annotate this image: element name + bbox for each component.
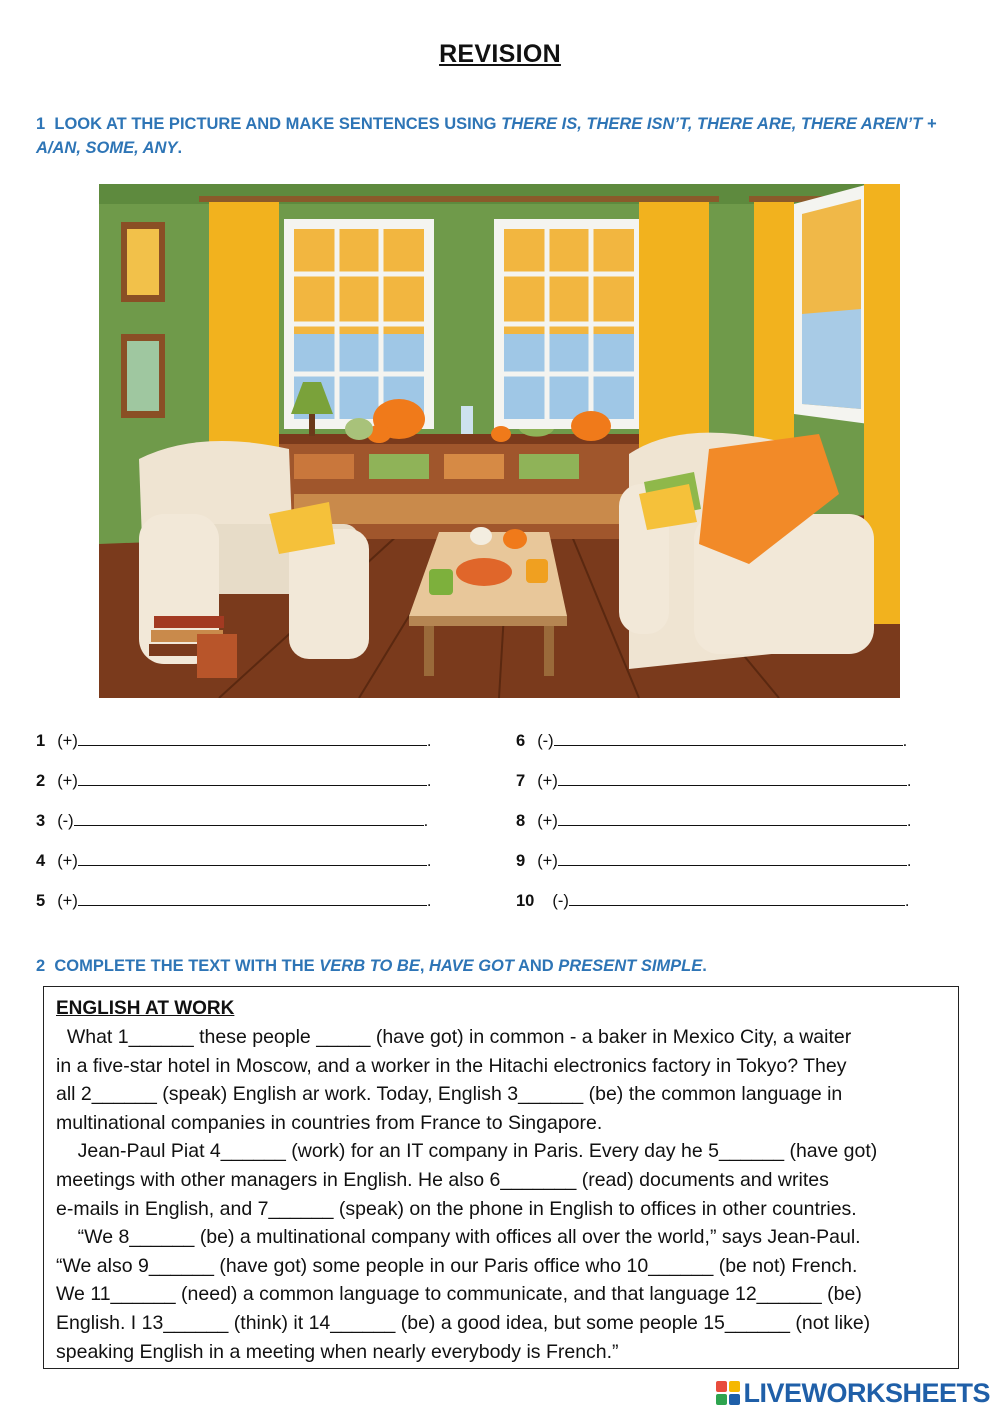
answer-blank[interactable] <box>78 889 427 906</box>
answer-blank[interactable] <box>554 729 903 746</box>
exercise-2-instruction <box>36 954 956 978</box>
item-sign: (+) <box>57 892 78 910</box>
text-line: meetings with other managers in English. He also 6_______ (read) documents and writes <box>56 1168 829 1191</box>
line-end: . <box>906 812 912 830</box>
exercise-1-number: 1 <box>36 115 46 133</box>
pumpkin <box>571 411 611 441</box>
item-sign: (+) <box>537 772 558 790</box>
exercise-1-instruction-end: . <box>177 139 183 157</box>
liveworksheets-logo <box>716 1376 990 1410</box>
reading-title: ENGLISH AT WORK <box>56 998 235 1019</box>
line-end: . <box>906 772 912 790</box>
item-number: 4 <box>36 852 46 870</box>
mug <box>526 559 548 583</box>
line-end: . <box>426 732 432 750</box>
line-end: . <box>904 892 910 910</box>
window-right <box>494 219 644 429</box>
sentence-line-10[interactable] <box>516 889 909 913</box>
item-number: 9 <box>516 852 526 870</box>
line-end: . <box>423 812 429 830</box>
item-sign: (-) <box>537 732 554 750</box>
item-sign: (+) <box>57 772 78 790</box>
instruction-text: . <box>702 957 707 975</box>
reading-text-box <box>43 986 959 1369</box>
item-sign: (+) <box>537 812 558 830</box>
instruction-italic: HAVE GOT <box>429 957 514 975</box>
item-sign: (-) <box>552 892 569 910</box>
line-end: . <box>426 852 432 870</box>
item-number: 3 <box>36 812 46 830</box>
instruction-italic: PRESENT SIMPLE <box>558 957 703 975</box>
text-line: multinational companies in countries from France to Singapore. <box>56 1111 603 1134</box>
mug <box>429 569 453 595</box>
sentence-line-5[interactable] <box>36 889 431 913</box>
answer-blank[interactable] <box>74 809 424 826</box>
line-end: . <box>902 732 908 750</box>
logo-text: LIVEWORKSHEETS <box>743 1377 990 1408</box>
exercise-1-instruction-italic: THERE IS, THERE ISN’T, THERE ARE, THERE AREN’T + A/AN, SOME, ANY <box>36 115 937 157</box>
pie <box>456 558 512 586</box>
item-number: 2 <box>36 772 46 790</box>
sentence-line-7[interactable] <box>516 769 911 793</box>
exercise-1-instruction <box>36 112 956 160</box>
item-sign: (+) <box>57 732 78 750</box>
item-sign: (+) <box>537 852 558 870</box>
line-end: . <box>906 852 912 870</box>
text-line: We 11______ (need) a common language to communicate, and that language 12______ (be) <box>56 1283 862 1306</box>
answer-blank[interactable] <box>558 809 907 826</box>
text-line: in a five-star hotel in Moscow, and a worker in the Hitachi electronics factory in Tokyo? They <box>56 1054 847 1077</box>
item-number: 7 <box>516 772 526 790</box>
text-line: Jean-Paul Piat 4______ (work) for an IT company in Paris. Every day he 5______ (have got) <box>56 1140 878 1163</box>
item-number: 1 <box>36 732 46 750</box>
exercise-1-instruction-text: LOOK AT THE PICTURE AND MAKE SENTENCES USING <box>54 115 497 133</box>
sentence-line-6[interactable] <box>516 729 907 753</box>
text-line: English. I 13______ (think) it 14______ (be) a good idea, but some people 15______ (not like) <box>56 1311 871 1334</box>
answer-blank[interactable] <box>78 769 427 786</box>
item-number: 6 <box>516 732 526 750</box>
books <box>154 616 224 628</box>
line-end: . <box>426 892 432 910</box>
text-line: “We also 9______ (have got) some people in our Paris office who 10______ (be not) French. <box>56 1254 858 1277</box>
line-end: . <box>426 772 432 790</box>
vase <box>461 406 473 434</box>
text-line: e-mails in English, and 7______ (speak) on the phone in English to offices in other countries. <box>56 1197 857 1220</box>
text-line: What 1______ these people _____ (have got) in common - a baker in Mexico City, a waiter <box>56 1026 852 1048</box>
window-side <box>794 184 869 424</box>
page-title: REVISION <box>439 40 561 68</box>
sentence-line-2[interactable] <box>36 769 431 793</box>
logo-icon <box>716 1381 740 1405</box>
sentence-line-9[interactable] <box>516 849 911 873</box>
answer-blank[interactable] <box>78 849 427 866</box>
sentence-line-4[interactable] <box>36 849 431 873</box>
text-line: all 2______ (speak) English ar work. Today, English 3______ (be) the common language in <box>56 1083 843 1106</box>
sentence-line-3[interactable] <box>36 809 428 833</box>
instruction-text: COMPLETE THE TEXT WITH THE <box>54 957 315 975</box>
instruction-italic: VERB TO BE <box>319 957 420 975</box>
answer-blank[interactable] <box>558 849 907 866</box>
instruction-text: AND <box>517 957 554 975</box>
answer-blank[interactable] <box>569 889 905 906</box>
exercise-2-number: 2 <box>36 957 46 975</box>
item-number: 8 <box>516 812 526 830</box>
instruction-text: , <box>419 957 425 975</box>
living-room-picture <box>99 184 900 698</box>
text-line: speaking English in a meeting when nearly everybody is French.” <box>56 1340 619 1363</box>
item-number: 5 <box>36 892 46 910</box>
answer-blank[interactable] <box>78 729 427 746</box>
item-sign: (-) <box>57 812 74 830</box>
text-line: “We 8______ (be) a multinational company with offices all over the world,” says Jean-Paul. <box>56 1226 861 1249</box>
item-sign: (+) <box>57 852 78 870</box>
sentence-line-1[interactable] <box>36 729 431 753</box>
answer-blank[interactable] <box>558 769 907 786</box>
sentence-line-8[interactable] <box>516 809 911 833</box>
item-number: 10 <box>516 892 535 910</box>
